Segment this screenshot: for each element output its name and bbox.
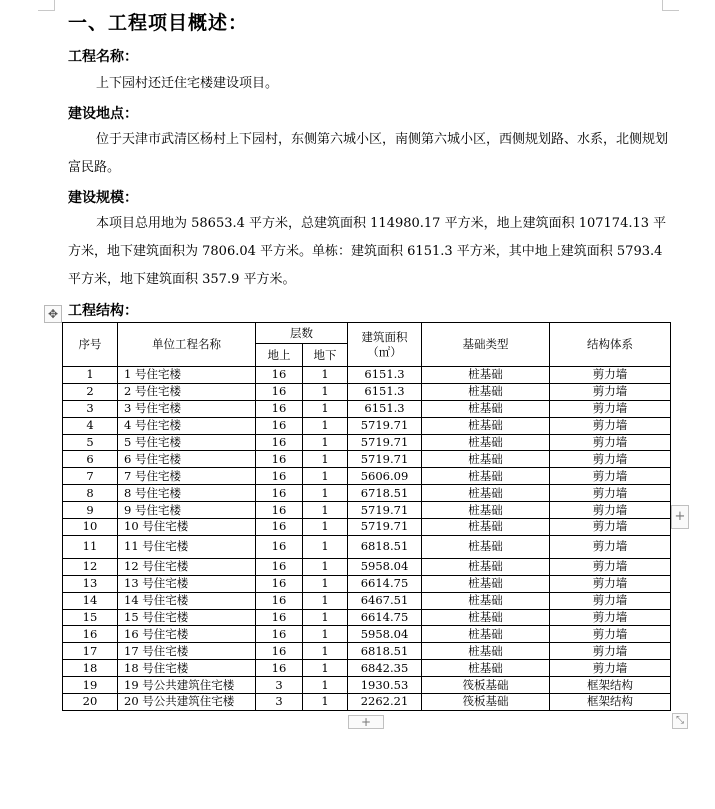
cell-structure: 剪力墙 — [550, 535, 671, 558]
table-row — [63, 558, 671, 575]
cell-structure: 剪力墙 — [550, 558, 671, 575]
header-seq: 序号 — [63, 323, 118, 367]
table-row — [63, 400, 671, 417]
cell-floors-below: 1 — [303, 451, 348, 468]
cell-area: 2262.21 — [348, 694, 422, 711]
cell-unit-name: 10 号住宅楼 — [118, 519, 256, 536]
cell-seq: 8 — [63, 485, 118, 502]
cell-foundation: 桩基础 — [422, 434, 550, 451]
cell-structure: 剪力墙 — [550, 519, 671, 536]
cell-floors-above: 16 — [256, 609, 303, 626]
cell-floors-above: 16 — [256, 451, 303, 468]
cell-floors-above: 16 — [256, 383, 303, 400]
cell-seq: 5 — [63, 434, 118, 451]
add-row-button[interactable] — [348, 715, 384, 729]
table-row — [63, 367, 671, 384]
cell-foundation: 桩基础 — [422, 660, 550, 677]
cell-seq: 6 — [63, 451, 118, 468]
cell-floors-below: 1 — [303, 558, 348, 575]
cell-structure: 剪力墙 — [550, 383, 671, 400]
cell-seq: 2 — [63, 383, 118, 400]
cell-unit-name: 14 号住宅楼 — [118, 592, 256, 609]
table-row — [63, 643, 671, 660]
cell-area: 6718.51 — [348, 485, 422, 502]
cell-structure: 框架结构 — [550, 694, 671, 711]
cell-seq: 14 — [63, 592, 118, 609]
cell-unit-name: 17 号住宅楼 — [118, 643, 256, 660]
cell-unit-name: 7 号住宅楼 — [118, 468, 256, 485]
cell-floors-above: 16 — [256, 485, 303, 502]
cell-area: 6818.51 — [348, 643, 422, 660]
cell-floors-above: 16 — [256, 417, 303, 434]
cell-unit-name: 2 号住宅楼 — [118, 383, 256, 400]
plus-icon: + — [674, 509, 686, 524]
header-structure: 结构体系 — [550, 323, 671, 367]
cell-seq: 7 — [63, 468, 118, 485]
table-row — [63, 502, 671, 519]
table-row — [63, 694, 671, 711]
cell-foundation: 桩基础 — [422, 468, 550, 485]
cell-floors-below: 1 — [303, 434, 348, 451]
cell-floors-above: 16 — [256, 434, 303, 451]
cell-unit-name: 18 号住宅楼 — [118, 660, 256, 677]
cell-unit-name: 16 号住宅楼 — [118, 626, 256, 643]
cell-structure: 框架结构 — [550, 677, 671, 694]
cell-foundation: 桩基础 — [422, 626, 550, 643]
cell-area: 5719.71 — [348, 451, 422, 468]
location-heading: 建设地点： — [68, 106, 138, 122]
cell-structure: 剪力墙 — [550, 485, 671, 502]
cell-unit-name: 15 号住宅楼 — [118, 609, 256, 626]
table-row — [63, 575, 671, 592]
cell-area: 6614.75 — [348, 609, 422, 626]
header-floors-below: 地下 — [303, 344, 348, 367]
cell-foundation: 桩基础 — [422, 519, 550, 536]
crop-mark-top-left — [38, 0, 55, 11]
header-foundation: 基础类型 — [422, 323, 550, 367]
cell-floors-above: 16 — [256, 643, 303, 660]
cell-foundation: 桩基础 — [422, 383, 550, 400]
cell-structure: 剪力墙 — [550, 660, 671, 677]
cell-foundation: 桩基础 — [422, 592, 550, 609]
cell-area: 5719.71 — [348, 502, 422, 519]
cell-area: 6151.3 — [348, 367, 422, 384]
cell-foundation: 桩基础 — [422, 485, 550, 502]
cell-area: 6151.3 — [348, 383, 422, 400]
cell-area: 6842.35 — [348, 660, 422, 677]
cell-seq: 11 — [63, 535, 118, 558]
cell-structure: 剪力墙 — [550, 367, 671, 384]
table-row — [63, 519, 671, 536]
cell-floors-above: 16 — [256, 400, 303, 417]
plus-icon: + — [360, 715, 372, 729]
cell-area: 5719.71 — [348, 434, 422, 451]
add-column-button[interactable] — [671, 505, 689, 529]
section-title: 一、工程项目概述： — [68, 12, 249, 34]
cell-unit-name: 12 号住宅楼 — [118, 558, 256, 575]
cell-unit-name: 3 号住宅楼 — [118, 400, 256, 417]
cell-structure: 剪力墙 — [550, 592, 671, 609]
cell-seq: 18 — [63, 660, 118, 677]
cell-structure: 剪力墙 — [550, 609, 671, 626]
cell-floors-above: 16 — [256, 468, 303, 485]
cell-unit-name: 19 号公共建筑住宅楼 — [118, 677, 256, 694]
cell-area: 5958.04 — [348, 626, 422, 643]
cell-area: 5958.04 — [348, 558, 422, 575]
cell-floors-below: 1 — [303, 592, 348, 609]
cell-structure: 剪力墙 — [550, 575, 671, 592]
cell-floors-below: 1 — [303, 519, 348, 536]
cell-seq: 9 — [63, 502, 118, 519]
table-row — [63, 434, 671, 451]
cell-floors-below: 1 — [303, 694, 348, 711]
cell-seq: 10 — [63, 519, 118, 536]
cell-foundation: 桩基础 — [422, 643, 550, 660]
cell-structure: 剪力墙 — [550, 502, 671, 519]
cell-floors-above: 3 — [256, 677, 303, 694]
cell-floors-above: 16 — [256, 575, 303, 592]
cell-floors-above: 16 — [256, 367, 303, 384]
cell-unit-name: 11 号住宅楼 — [118, 535, 256, 558]
cell-seq: 4 — [63, 417, 118, 434]
cell-floors-below: 1 — [303, 468, 348, 485]
cell-floors-below: 1 — [303, 502, 348, 519]
cell-floors-below: 1 — [303, 575, 348, 592]
cell-seq: 1 — [63, 367, 118, 384]
cell-seq: 12 — [63, 558, 118, 575]
cell-floors-below: 1 — [303, 367, 348, 384]
scale-text: 本项目总用地为 58653.4 平方米，总建筑面积 114980.17 平方米，地上建筑面积 107174.13 平方米，地下建筑面积为 7806.04 平方米。单栋：建筑面积 6151.3 平方米，其中地上建筑面积 5793.4 平方米，地下建筑面积 357.9 平方米。 — [68, 216, 667, 287]
cell-unit-name: 20 号公共建筑住宅楼 — [118, 694, 256, 711]
cell-area: 1930.53 — [348, 677, 422, 694]
table-row — [63, 383, 671, 400]
cell-seq: 15 — [63, 609, 118, 626]
cell-area: 5719.71 — [348, 519, 422, 536]
cell-structure: 剪力墙 — [550, 643, 671, 660]
cell-floors-above: 16 — [256, 558, 303, 575]
move-arrows-icon[interactable]: ✥ — [44, 305, 62, 323]
cell-unit-name: 9 号住宅楼 — [118, 502, 256, 519]
cell-floors-below: 1 — [303, 417, 348, 434]
cell-seq: 3 — [63, 400, 118, 417]
crop-mark-top-right — [662, 0, 679, 11]
cell-structure: 剪力墙 — [550, 451, 671, 468]
header-floors-above: 地上 — [256, 344, 303, 367]
structure-table[interactable] — [62, 322, 671, 711]
cell-unit-name: 6 号住宅楼 — [118, 451, 256, 468]
table-row — [63, 485, 671, 502]
cell-foundation: 桩基础 — [422, 400, 550, 417]
cell-foundation: 筏板基础 — [422, 677, 550, 694]
cell-seq: 17 — [63, 643, 118, 660]
table-row — [63, 660, 671, 677]
cell-unit-name: 5 号住宅楼 — [118, 434, 256, 451]
project-name-text: 上下园村还迁住宅楼建设项目。 — [96, 76, 279, 91]
cell-foundation: 桩基础 — [422, 535, 550, 558]
cell-floors-above: 3 — [256, 694, 303, 711]
cell-foundation: 桩基础 — [422, 609, 550, 626]
project-name-heading: 工程名称： — [68, 49, 138, 65]
table-row — [63, 535, 671, 558]
header-area: 建筑面积（㎡） — [348, 323, 422, 367]
cell-area: 6614.75 — [348, 575, 422, 592]
cell-floors-below: 1 — [303, 643, 348, 660]
cell-floors-above: 16 — [256, 660, 303, 677]
header-floors: 层数 — [256, 323, 348, 344]
cell-foundation: 桩基础 — [422, 575, 550, 592]
cell-foundation: 桩基础 — [422, 558, 550, 575]
cell-structure: 剪力墙 — [550, 417, 671, 434]
cell-structure: 剪力墙 — [550, 468, 671, 485]
cell-unit-name: 1 号住宅楼 — [118, 367, 256, 384]
table-row — [63, 592, 671, 609]
table-row — [63, 417, 671, 434]
table-row — [63, 626, 671, 643]
cell-area: 5606.09 — [348, 468, 422, 485]
cell-floors-above: 16 — [256, 535, 303, 558]
cell-unit-name: 13 号住宅楼 — [118, 575, 256, 592]
cell-floors-below: 1 — [303, 677, 348, 694]
cell-area: 6151.3 — [348, 400, 422, 417]
cell-foundation: 桩基础 — [422, 367, 550, 384]
cell-floors-above: 16 — [256, 502, 303, 519]
location-text: 位于天津市武清区杨村上下园村，东侧第六城小区，南侧第六城小区，西侧规划路、水系，北侧规划富民路。 — [68, 132, 669, 175]
cell-foundation: 筏板基础 — [422, 694, 550, 711]
structure-heading: 工程结构： — [68, 303, 138, 319]
cell-area: 5719.71 — [348, 417, 422, 434]
cell-seq: 16 — [63, 626, 118, 643]
table-row — [63, 677, 671, 694]
table-row — [63, 451, 671, 468]
cell-floors-below: 1 — [303, 400, 348, 417]
cell-floors-above: 16 — [256, 519, 303, 536]
table-body — [63, 367, 671, 711]
diagonal-resize-icon: ⤡ — [676, 715, 684, 726]
cell-seq: 13 — [63, 575, 118, 592]
cell-foundation: 桩基础 — [422, 502, 550, 519]
scale-heading: 建设规模： — [68, 190, 138, 206]
cell-floors-below: 1 — [303, 535, 348, 558]
table-row — [63, 609, 671, 626]
header-unit-name: 单位工程名称 — [118, 323, 256, 367]
cell-seq: 20 — [63, 694, 118, 711]
cell-unit-name: 8 号住宅楼 — [118, 485, 256, 502]
cell-floors-below: 1 — [303, 660, 348, 677]
cell-floors-above: 16 — [256, 592, 303, 609]
cell-area: 6818.51 — [348, 535, 422, 558]
table-row — [63, 468, 671, 485]
cell-floors-below: 1 — [303, 383, 348, 400]
cell-floors-above: 16 — [256, 626, 303, 643]
table-resize-handle[interactable] — [672, 713, 688, 729]
cell-seq: 19 — [63, 677, 118, 694]
cell-structure: 剪力墙 — [550, 434, 671, 451]
cell-structure: 剪力墙 — [550, 400, 671, 417]
cell-foundation: 桩基础 — [422, 417, 550, 434]
cell-foundation: 桩基础 — [422, 451, 550, 468]
cell-floors-below: 1 — [303, 485, 348, 502]
cell-unit-name: 4 号住宅楼 — [118, 417, 256, 434]
cell-structure: 剪力墙 — [550, 626, 671, 643]
cell-area: 6467.51 — [348, 592, 422, 609]
cell-floors-below: 1 — [303, 609, 348, 626]
cell-floors-below: 1 — [303, 626, 348, 643]
